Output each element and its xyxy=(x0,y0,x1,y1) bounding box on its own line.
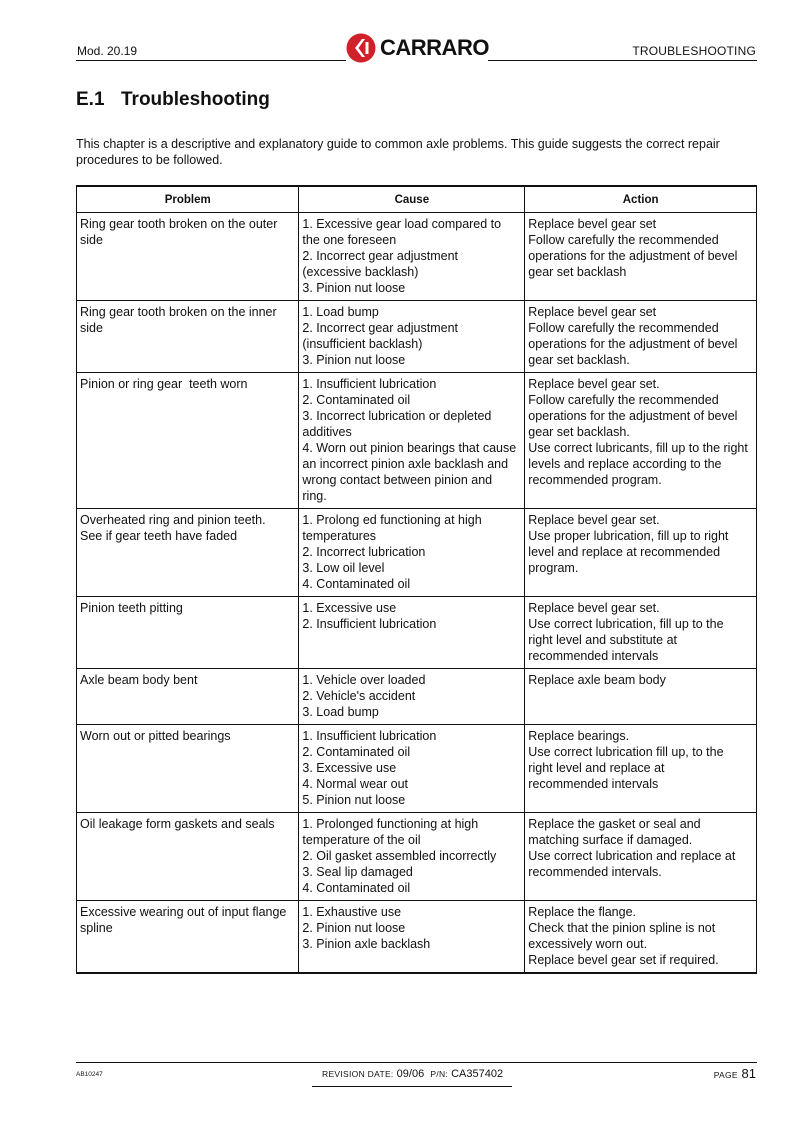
page-number-block xyxy=(714,1066,756,1081)
action-cell-line: Use correct lubricants, fill up to the right xyxy=(528,441,748,455)
header-action: Action xyxy=(525,186,757,213)
header-cause: Cause xyxy=(299,186,525,213)
problem-cell xyxy=(77,813,299,901)
problem-cell-line: Pinion or ring gear teeth worn xyxy=(80,377,248,391)
cause-cell xyxy=(299,901,525,974)
page-label: PAGE xyxy=(713,1070,738,1080)
action-cell xyxy=(525,373,757,509)
cause-cell-line: 2. Contaminated oil xyxy=(302,745,411,759)
table-row xyxy=(77,509,757,597)
cause-cell-line: 1. Excessive gear load compared to xyxy=(302,217,502,231)
action-cell-line: excessively worn out. xyxy=(528,937,648,951)
cause-cell-line: 1. Vehicle over loaded xyxy=(302,673,426,687)
action-cell xyxy=(525,597,757,669)
page-header xyxy=(0,0,794,70)
cause-cell-line: 2. Contaminated oil xyxy=(302,393,411,407)
table-row xyxy=(77,597,757,669)
cause-cell-line: 2. Incorrect gear adjustment xyxy=(302,321,459,335)
table-row xyxy=(77,725,757,813)
section-label: TROUBLESHOOTING xyxy=(632,44,756,58)
footer-underline xyxy=(312,1086,512,1087)
action-cell xyxy=(525,213,757,301)
cause-cell-line: 4. Contaminated oil xyxy=(302,881,411,895)
cause-cell-line: 1. Exhaustive use xyxy=(302,905,402,919)
action-cell-line: Replace bevel gear set. xyxy=(528,601,660,615)
action-cell-line: Replace bevel gear set. xyxy=(528,377,660,391)
troubleshooting-table xyxy=(76,185,757,974)
action-cell-line: operations for the adjustment of bevel xyxy=(528,337,738,351)
action-cell-line: Replace bevel gear set xyxy=(528,305,657,319)
cause-cell-line: 3. Seal lip damaged xyxy=(302,865,413,879)
page-title xyxy=(76,89,270,111)
action-cell-line: operations for the adjustment of bevel xyxy=(528,249,738,263)
problem-cell xyxy=(77,301,299,373)
action-cell-line: levels and replace according to the xyxy=(528,457,722,471)
action-cell-line: Use correct lubrication, fill up to the xyxy=(528,617,724,631)
action-cell-line: Follow carefully the recommended xyxy=(528,393,719,407)
table-row xyxy=(77,669,757,725)
cause-cell-line: 3. Load bump xyxy=(302,705,379,719)
problem-cell-line: Oil leakage form gaskets and seals xyxy=(80,817,275,831)
cause-cell-line: 5. Pinion nut loose xyxy=(302,793,406,807)
table-header-row xyxy=(77,186,757,213)
problem-cell-line: Overheated ring and pinion teeth. xyxy=(80,513,266,527)
carraro-logo-icon xyxy=(346,33,376,63)
problem-cell xyxy=(77,373,299,509)
table-row xyxy=(77,373,757,509)
cause-cell-line: additives xyxy=(302,425,352,439)
problem-cell-line: Ring gear tooth broken on the inner xyxy=(80,305,277,319)
revision-label: REVISION DATE: xyxy=(322,1069,394,1079)
problem-cell xyxy=(77,901,299,974)
cause-cell-line: 3. Pinion nut loose xyxy=(302,353,406,367)
cause-cell-line: temperature of the oil xyxy=(302,833,421,847)
problem-cell-line: Axle beam body bent xyxy=(80,673,198,687)
action-cell xyxy=(525,301,757,373)
action-cell-line: gear set backlash xyxy=(528,265,627,279)
brand-logo xyxy=(346,30,489,66)
problem-cell xyxy=(77,669,299,725)
cause-cell-line: 1. Insufficient lubrication xyxy=(302,377,437,391)
cause-cell-line: 1. Insufficient lubrication xyxy=(302,729,437,743)
cause-cell-line: an incorrect pinion axle backlash and xyxy=(302,457,509,471)
cause-cell-line: (excessive backlash) xyxy=(302,265,419,279)
cause-cell xyxy=(299,301,525,373)
problem-cell xyxy=(77,597,299,669)
cause-cell-line: 2. Vehicle's accident xyxy=(302,689,416,703)
cause-cell-line: 4. Contaminated oil xyxy=(302,577,411,591)
cause-cell xyxy=(299,597,525,669)
table-row xyxy=(77,213,757,301)
page-number: 81 xyxy=(741,1066,756,1081)
action-cell-line: Replace bevel gear set xyxy=(528,217,657,231)
cause-cell-line: 4. Worn out pinion bearings that cause xyxy=(302,441,517,455)
cause-cell-line: 1. Prolong ed functioning at high xyxy=(302,513,482,527)
intro-paragraph: This chapter is a descriptive and explanatory guide to common axle problems. This guide suggests the correct repair procedures to be followed. xyxy=(76,137,720,167)
cause-cell-line: the one foreseen xyxy=(302,233,397,247)
problem-cell-line: spline xyxy=(80,921,113,935)
action-cell-line: Use correct lubrication fill up, to the xyxy=(528,745,724,759)
cause-cell-line: 1. Load bump xyxy=(302,305,379,319)
action-cell-line: matching surface if damaged. xyxy=(528,833,693,847)
action-cell-line: Use proper lubrication, fill up to right xyxy=(528,529,729,543)
table-row xyxy=(77,813,757,901)
brand-name: CARRARO xyxy=(380,35,489,60)
cause-cell-line: (insufficient backlash) xyxy=(302,337,423,351)
cause-cell-line: 3. Pinion axle backlash xyxy=(302,937,431,951)
problem-cell xyxy=(77,725,299,813)
cause-cell-line: 2. Insufficient lubrication xyxy=(302,617,437,631)
problem-cell-line: Ring gear tooth broken on the outer xyxy=(80,217,278,231)
action-cell-line: Replace the flange. xyxy=(528,905,637,919)
cause-cell-line: temperatures xyxy=(302,529,377,543)
header-rule-right xyxy=(488,60,757,61)
cause-cell-line: 3. Incorrect lubrication or depleted xyxy=(302,409,492,423)
action-cell xyxy=(525,813,757,901)
action-cell-line: Replace bevel gear set if required. xyxy=(528,953,719,967)
cause-cell xyxy=(299,213,525,301)
action-cell-line: level and replace at recommended xyxy=(528,545,721,559)
action-cell-line: Replace bearings. xyxy=(528,729,630,743)
problem-cell-line: side xyxy=(80,321,103,335)
action-cell-line: recommended intervals. xyxy=(528,865,662,879)
cause-cell-line: 1. Excessive use xyxy=(302,601,397,615)
action-cell-line: right level and replace at xyxy=(528,761,665,775)
action-cell-line: Check that the pinion spline is not xyxy=(528,921,716,935)
footer-rule xyxy=(76,1062,757,1063)
cause-cell-line: ring. xyxy=(302,489,327,503)
action-cell-line: recommended intervals xyxy=(528,777,659,791)
action-cell-line: program. xyxy=(528,561,579,575)
action-cell-line: Replace axle beam body xyxy=(528,673,666,687)
document-code: AB10247 xyxy=(76,1071,103,1078)
cause-cell xyxy=(299,509,525,597)
cause-cell-line: 2. Oil gasket assembled incorrectly xyxy=(302,849,497,863)
cause-cell-line: 3. Excessive use xyxy=(302,761,397,775)
cause-cell-line: 2. Pinion nut loose xyxy=(302,921,406,935)
action-cell-line: gear set backlash. xyxy=(528,353,630,367)
action-cell xyxy=(525,725,757,813)
cause-cell xyxy=(299,373,525,509)
section-title: Troubleshooting xyxy=(121,89,270,110)
cause-cell xyxy=(299,813,525,901)
cause-cell-line: 2. Incorrect lubrication xyxy=(302,545,426,559)
action-cell-line: Replace bevel gear set. xyxy=(528,513,660,527)
section-number: E.1 xyxy=(76,89,105,110)
header-rule-left xyxy=(76,60,346,61)
cause-cell-line: wrong contact between pinion and xyxy=(302,473,493,487)
table-row xyxy=(77,301,757,373)
cause-cell xyxy=(299,669,525,725)
action-cell-line: recommended intervals xyxy=(528,649,659,663)
action-cell-line: Replace the gasket or seal and xyxy=(528,817,701,831)
action-cell-line: Follow carefully the recommended xyxy=(528,321,719,335)
action-cell xyxy=(525,509,757,597)
problem-cell xyxy=(77,213,299,301)
revision-info xyxy=(322,1068,503,1080)
header-problem: Problem xyxy=(77,186,299,213)
part-number: CA357402 xyxy=(451,1068,504,1080)
cause-cell xyxy=(299,725,525,813)
action-cell xyxy=(525,669,757,725)
action-cell-line: Follow carefully the recommended xyxy=(528,233,719,247)
problem-cell-line: Excessive wearing out of input flange xyxy=(80,905,287,919)
problem-cell-line: Pinion teeth pitting xyxy=(80,601,183,615)
cause-cell-line: 3. Pinion nut loose xyxy=(302,281,406,295)
action-cell-line: right level and substitute at xyxy=(528,633,677,647)
action-cell xyxy=(525,901,757,974)
problem-cell-line: side xyxy=(80,233,103,247)
action-cell-line: recommended program. xyxy=(528,473,662,487)
cause-cell-line: 2. Incorrect gear adjustment xyxy=(302,249,459,263)
action-cell-line: Use correct lubrication and replace at xyxy=(528,849,736,863)
problem-cell-line: See if gear teeth have faded xyxy=(80,529,238,543)
table-row xyxy=(77,901,757,974)
action-cell-line: gear set backlash. xyxy=(528,425,630,439)
cause-cell-line: 4. Normal wear out xyxy=(302,777,408,791)
revision-date: 09/06 xyxy=(396,1068,425,1080)
pn-label: P/N: xyxy=(430,1069,449,1079)
problem-cell-line: Worn out or pitted bearings xyxy=(80,729,231,743)
cause-cell-line: 3. Low oil level xyxy=(302,561,385,575)
cause-cell-line: 1. Prolonged functioning at high xyxy=(302,817,479,831)
action-cell-line: operations for the adjustment of bevel xyxy=(528,409,738,423)
model-label: Mod. 20.19 xyxy=(77,44,138,58)
problem-cell xyxy=(77,509,299,597)
